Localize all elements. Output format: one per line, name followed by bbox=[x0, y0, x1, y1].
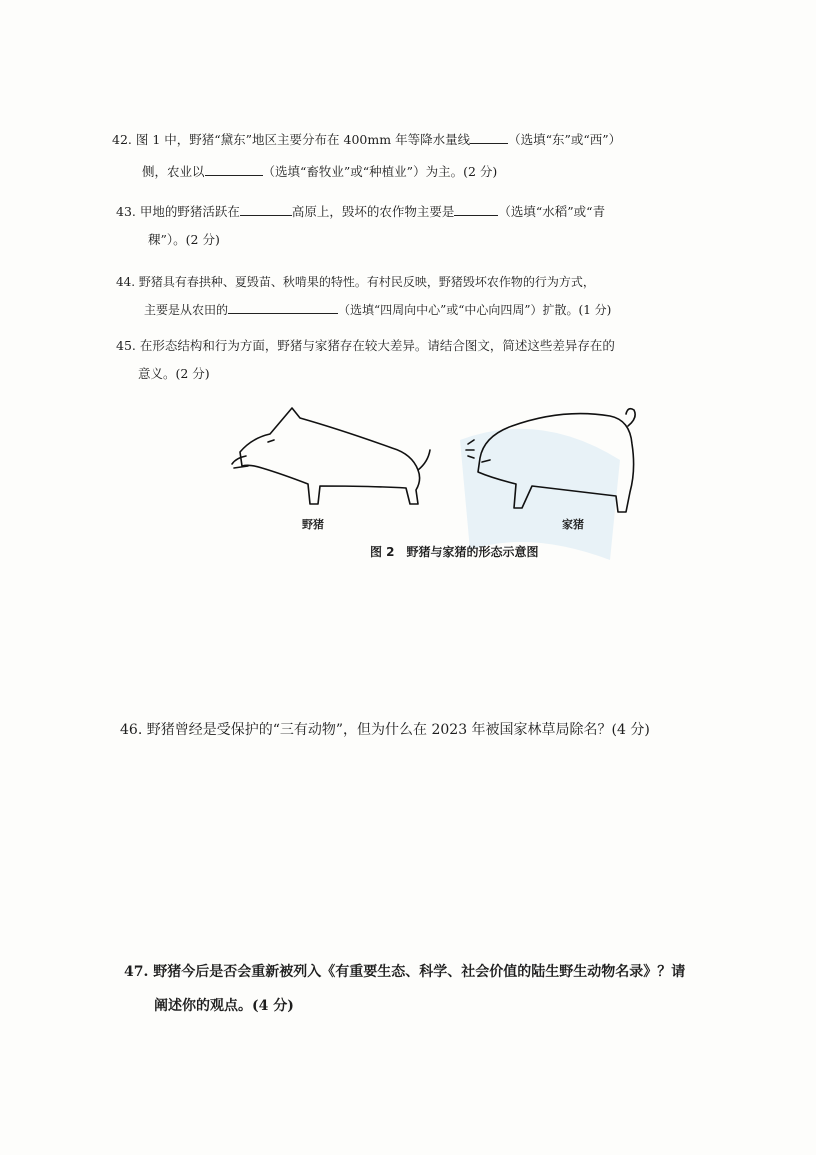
question-number: 47. bbox=[124, 964, 149, 980]
question-text: 阐述你的观点。(4 分) bbox=[154, 998, 294, 1014]
answer-blank[interactable] bbox=[470, 129, 508, 144]
answer-blank[interactable] bbox=[228, 299, 338, 314]
question-number: 44. bbox=[116, 275, 136, 289]
question-text: （选填“四周向中心”或“中心向四周”）扩散。(1 分) bbox=[338, 303, 612, 317]
question-text: 野猪具有春拱种、夏毁苗、秋啃果的特性。有村民反映，野猪毁坏农作物的行为方式， bbox=[138, 275, 595, 289]
question-46 bbox=[120, 716, 650, 744]
question-text: 野猪今后是否会重新被列入《有重要生态、科学、社会价值的陆生野生动物名录》？请 bbox=[153, 964, 686, 980]
question-43 bbox=[116, 198, 605, 254]
question-text: 野猪曾经是受保护的“三有动物”，但为什么在 2023 年被国家林草局除名？(4 分) bbox=[146, 722, 650, 738]
question-text: 图 1 中，野猪“黛东”地区主要分布在 400mm 年等降水量线 bbox=[135, 132, 471, 147]
question-text: （选填“畜牧业”或“种植业”）为主。(2 分) bbox=[262, 164, 498, 179]
answer-blank[interactable] bbox=[454, 201, 498, 216]
question-44 bbox=[116, 268, 611, 324]
question-text: 在形态结构和行为方面，野猪与家猪存在较大差异。请结合图文，简述这些差异存在的 bbox=[139, 338, 615, 353]
question-number: 46. bbox=[120, 722, 143, 738]
question-number: 45. bbox=[116, 338, 136, 353]
question-42 bbox=[112, 126, 621, 186]
answer-blank[interactable] bbox=[205, 161, 263, 176]
question-text: 稞”）。(2 分) bbox=[148, 232, 220, 247]
answer-blank[interactable] bbox=[240, 201, 292, 216]
question-text: 意义。(2 分) bbox=[138, 366, 210, 381]
question-45 bbox=[116, 332, 615, 388]
question-number: 42. bbox=[112, 132, 132, 147]
domestic-pig-label: 家猪 bbox=[562, 518, 584, 531]
question-text: 高原上，毁坏的农作物主要是 bbox=[291, 204, 455, 219]
question-47 bbox=[124, 955, 685, 1023]
domestic-pig-drawing bbox=[466, 409, 635, 512]
wild-boar-label: 野猪 bbox=[302, 518, 324, 531]
wild-boar-drawing bbox=[232, 408, 430, 504]
question-text: 甲地的野猪活跃在 bbox=[139, 204, 240, 219]
question-text: （选填“东”或“西”） bbox=[508, 132, 622, 147]
question-text: 侧，农业以 bbox=[142, 164, 205, 179]
figure-caption: 图 2 野猪与家猪的形态示意图 bbox=[370, 545, 539, 559]
question-text: 主要是从农田的 bbox=[144, 303, 229, 317]
question-text: （选填“水稻”或“青 bbox=[498, 204, 606, 219]
question-number: 43. bbox=[116, 204, 136, 219]
